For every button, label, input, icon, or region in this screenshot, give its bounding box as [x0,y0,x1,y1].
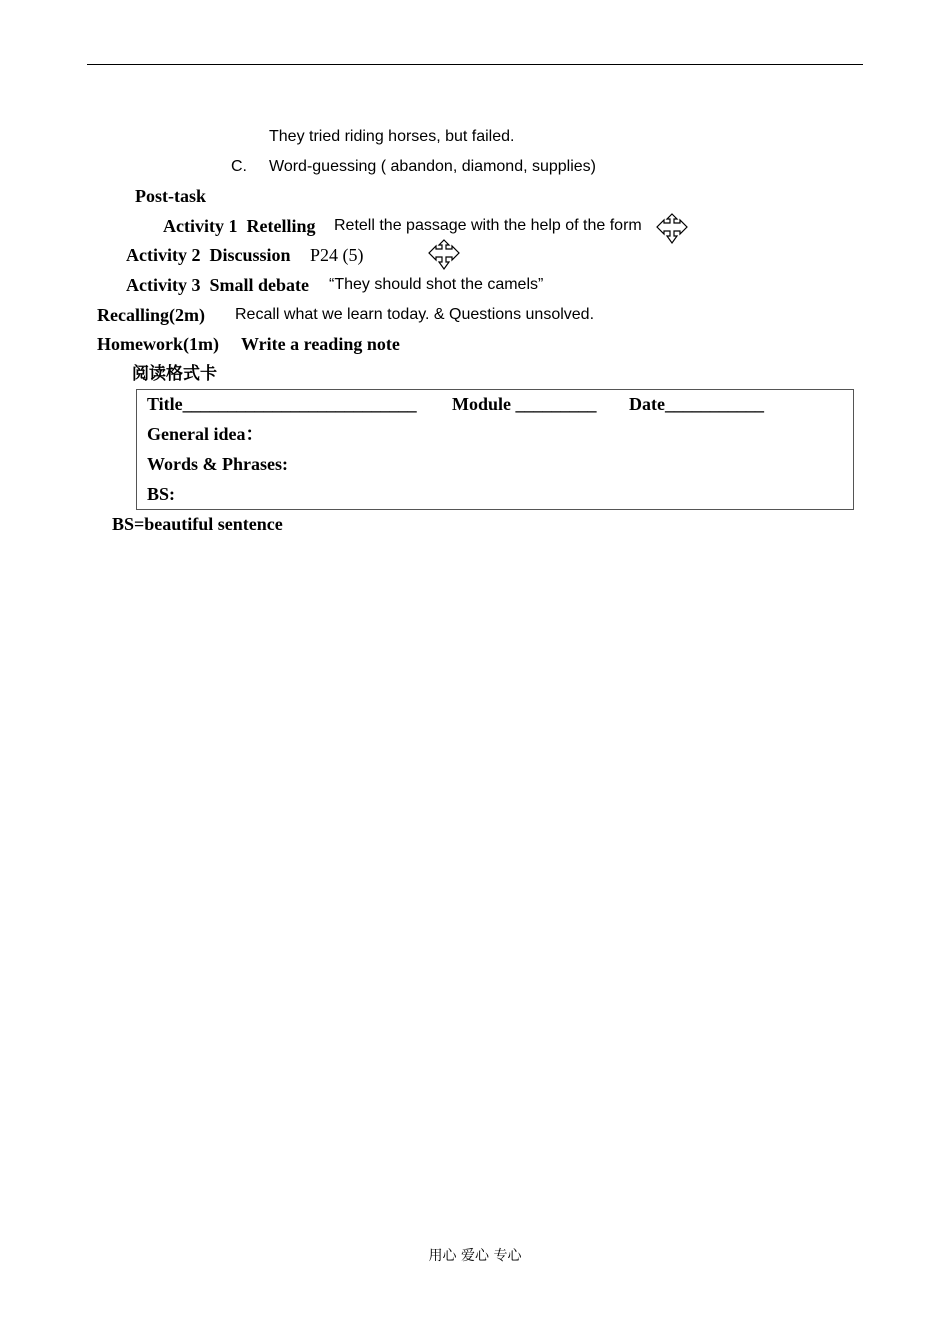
activity3-heading: Activity 3 Small debate [126,275,309,295]
card-general-idea: General idea： [147,424,264,444]
card-date-field: Date___________ [629,394,764,414]
recalling-text: Recall what we learn today. & Questions unsolved. [235,306,595,323]
activity3-text: “They should shot the camels” [329,276,544,293]
card-module-field: Module _________ [452,394,597,414]
activity1-text: Retell the passage with the help of the form [334,217,642,234]
header-rule [87,64,863,65]
word-guessing-line: Word-guessing ( abandon, diamond, supplies) [269,158,597,175]
four-way-arrow-icon [654,213,690,245]
homework-heading: Homework(1m) [97,334,219,354]
bs-note: BS=beautiful sentence [112,514,283,534]
card-bs: BS: [147,484,176,504]
four-way-arrow-icon [426,239,462,271]
card-words-phrases: Words & Phrases: [147,454,288,474]
recalling-heading: Recalling(2m) [97,305,205,325]
activity1-heading: Activity 1 Retelling [163,216,316,236]
page-footer: 用心 爱心 专心 [428,1248,522,1264]
homework-text: Write a reading note [241,334,400,354]
card-title-field: Title__________________________ [147,394,417,414]
list-marker: C. [231,158,247,175]
text-line: They tried riding horses, but failed. [269,128,515,145]
activity2-text: P24 (5) [310,245,364,265]
post-task-heading: Post-task [135,186,206,206]
card-title: 阅读格式卡 [132,364,217,384]
activity2-heading: Activity 2 Discussion [126,245,291,265]
